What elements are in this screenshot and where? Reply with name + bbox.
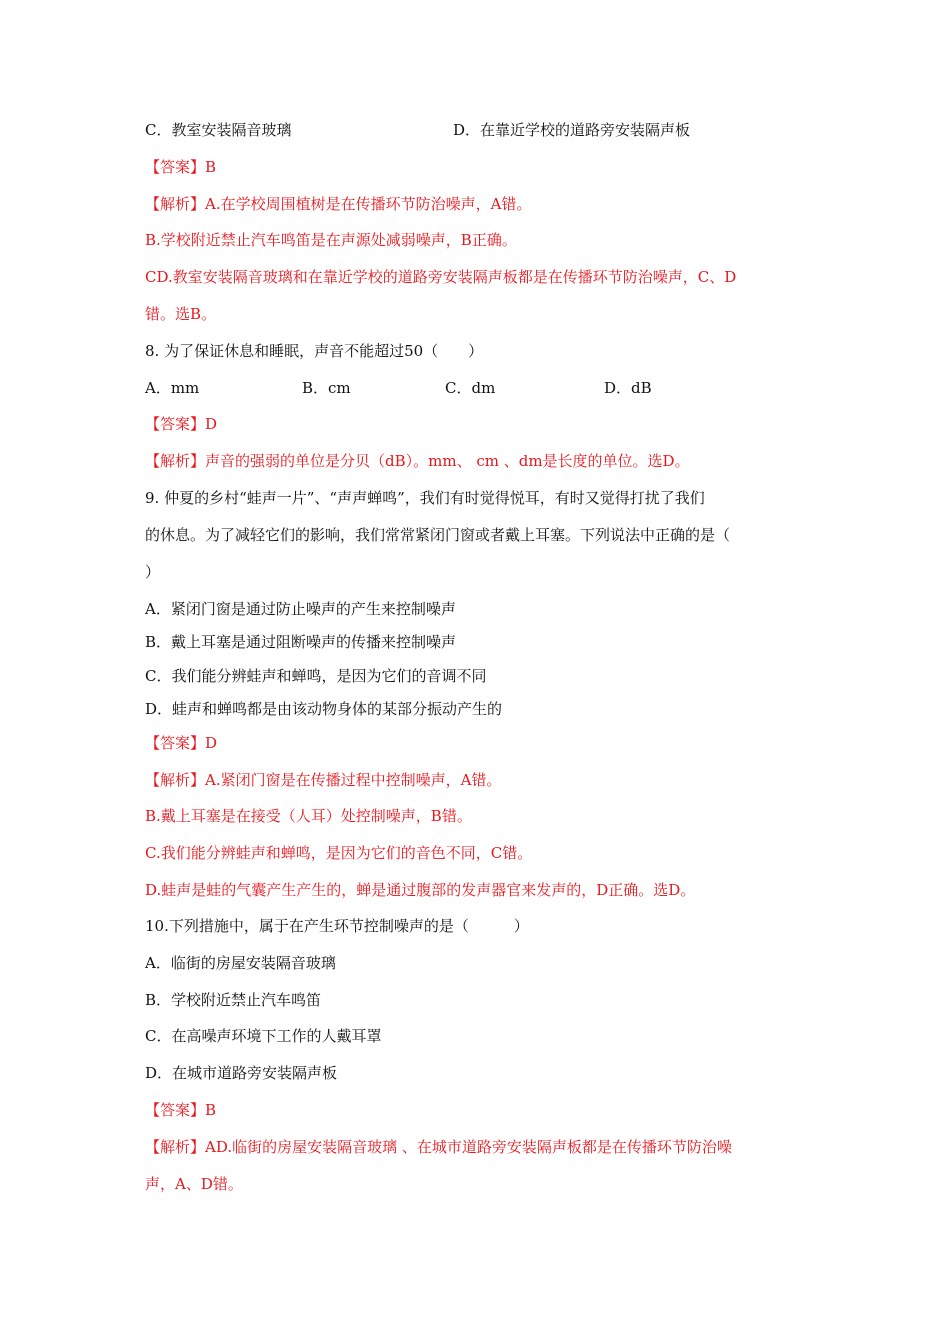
q9-stem-line: ） (145, 563, 161, 581)
q9-analysis-line: B.戴上耳塞是在接受（人耳）处控制噪声，B错。 (145, 807, 472, 825)
q9-stem-line: 9. 仲夏的乡村“蛙声一片”、“声声蝉鸣”，我们有时觉得悦耳，有时又觉得打扰了我们 (145, 489, 705, 507)
q8-answer: 【答案】D (145, 415, 218, 433)
q9-option-b: B．戴上耳塞是通过阻断噪声的传播来控制噪声 (145, 633, 457, 651)
q10-option-c: C．在高噪声环境下工作的人戴耳罩 (145, 1027, 382, 1045)
q9-analysis-line: C.我们能分辨蛙声和蝉鸣，是因为它们的音色不同，C错。 (145, 844, 533, 862)
q8-stem: 8. 为了保证休息和睡眠，声音不能超过50（ ） (145, 342, 484, 360)
q7-analysis-line: 错。选B。 (145, 305, 217, 323)
q7-option-d: D．在靠近学校的道路旁安装隔声板 (453, 121, 691, 139)
q9-analysis-line: 【解析】A.紧闭门窗是在传播过程中控制噪声，A错。 (145, 771, 502, 789)
q8-option-c: C．dm (445, 379, 496, 397)
q7-analysis-line: CD.教室安装隔音玻璃和在靠近学校的道路旁安装隔声板都是在传播环节防治噪声，C、D (145, 268, 737, 286)
q8-option-b: B．cm (302, 379, 351, 397)
q8-analysis: 【解析】声音的强弱的单位是分贝（dB）。mm、 cm 、dm是长度的单位。选D。 (145, 452, 690, 470)
q10-option-b: B．学校附近禁止汽车鸣笛 (145, 991, 322, 1009)
q10-stem: 10.下列措施中，属于在产生环节控制噪声的是（ ） (145, 917, 529, 935)
q9-option-a: A．紧闭门窗是通过防止噪声的产生来控制噪声 (145, 600, 456, 618)
q7-analysis-line: B.学校附近禁止汽车鸣笛是在声源处减弱噪声，B正确。 (145, 231, 517, 249)
q10-answer: 【答案】B (145, 1101, 217, 1119)
q9-option-d: D．蛙声和蝉鸣都是由该动物身体的某部分振动产生的 (145, 700, 503, 718)
q7-answer: 【答案】B (145, 158, 217, 176)
q9-option-c: C．我们能分辨蛙声和蝉鸣，是因为它们的音调不同 (145, 667, 487, 685)
q7-analysis-line: 【解析】A.在学校周围植树是在传播环节防治噪声，A错。 (145, 195, 532, 213)
q9-answer: 【答案】D (145, 734, 218, 752)
q10-option-d: D．在城市道路旁安装隔声板 (145, 1064, 338, 1082)
q9-analysis-line: D.蛙声是蛙的气囊产生产生的，蝉是通过腹部的发声器官来发声的，D正确。选D。 (145, 881, 696, 899)
q10-option-a: A．临街的房屋安装隔音玻璃 (145, 954, 336, 972)
q8-option-a: A．mm (145, 379, 200, 397)
q7-option-c: C．教室安装隔音玻璃 (145, 121, 292, 139)
q9-stem-line: 的休息。为了减轻它们的影响，我们常常紧闭门窗或者戴上耳塞。下列说法中正确的是（ (145, 526, 731, 544)
q8-option-d: D．dB (604, 379, 652, 397)
q10-analysis-line: 【解析】AD.临街的房屋安装隔音玻璃 、在城市道路旁安装隔声板都是在传播环节防治噪 (145, 1138, 732, 1156)
q10-analysis-line: 声，A、D错。 (145, 1175, 243, 1193)
